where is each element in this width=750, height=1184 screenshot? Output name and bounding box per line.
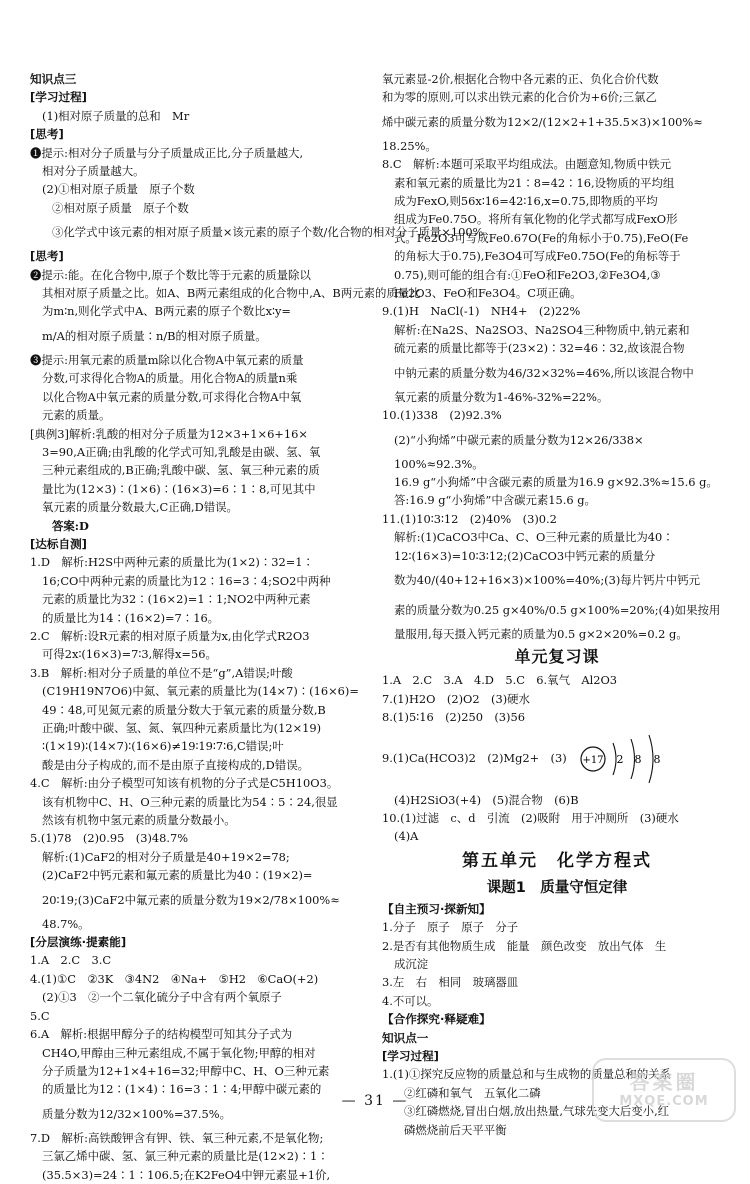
subheading: [思考] [30, 249, 64, 264]
subheading: [思考] [30, 127, 64, 142]
text-line: 答:16.9 g“小狗烯”中含碳元素15.6 g。 [394, 493, 596, 508]
text-line: 解析:在Na2S、Na2SO3、Na2SO4三种物质中,钠元素和 [394, 322, 690, 337]
right-column [382, 70, 732, 1139]
text-line: 5.(1)78 (2)0.95 (3)48.7% [30, 831, 189, 846]
text-line: ③红磷燃烧,冒出白烟,放出热量,气球先变大后变小,红 [404, 1104, 670, 1119]
text-line: 该有机物中C、H、O三种元素的质量比为54∶5∶24,很显 [42, 794, 338, 809]
text-line: 以化合物A中氧元素的质量分数,可求得化合物A中氧 [42, 389, 302, 404]
text-line: 可得2x∶(16×3)=7∶3,解得x=56。 [42, 647, 217, 662]
text-line: 6.A 解析:根据甲醇分子的结构模型可知其分子式为 [30, 1027, 293, 1042]
text-line: 48.7%。 [42, 916, 90, 931]
text-line: 相对分子质量越大。 [42, 164, 145, 179]
text-line: 磷燃烧前后天平平衡 [404, 1122, 507, 1137]
text-line: 3=90,A正确;由乳酸的化学式可知,乳酸是由碳、氢、氧 [42, 444, 321, 459]
text-line: CH4O,甲醇由三种元素组成,不属于氧化物;甲醇的相对 [42, 1045, 316, 1060]
formula-line: 质量分数为12/32×100%=37.5%。 [42, 1106, 232, 1121]
text-line: 的质量比为14∶(16×2)=7∶16。 [42, 610, 220, 625]
text-line: 氧元素显-2价,根据化合物中各元素的正、负化合价代数 [382, 72, 659, 86]
text-line: 1.A 2.C 3.A 4.D 5.C 6.氧气 Al2O3 [382, 673, 618, 688]
text-line: ②红磷和氧气 五氧化二磷 [404, 1085, 541, 1100]
text-line: 酸是由分子构成的,而不是由原子直接构成的,D错误。 [42, 757, 309, 772]
atom-line-text: 9.(1)Ca(HCO3)2 (2)Mg2+ (3) [382, 751, 567, 766]
text-line: (C19H19N7O6)中氮、氧元素的质量比为(14×7)∶(16×6)= [42, 684, 359, 699]
text-line: 7.D 解析:高铁酸钾含有钾、铁、氧三种元素,不是氧化物; [30, 1130, 324, 1145]
text-line: 2.是否有其他物质生成 能量 颜色改变 放出气体 生 [382, 938, 667, 953]
section-heading: 知识点三 [30, 72, 77, 86]
text-line: 3.B 解析:相对分子质量的单位不是“g”,A错误;叶酸 [30, 665, 293, 680]
text-line: 1.(1)①探究反应物的质量总和与生成物的质量总和的关系 [382, 1067, 671, 1082]
text-line: 4.不可以。 [382, 993, 439, 1008]
text-line: (35.5×3)=24∶1∶106.5;在K2FeO4中钾元素显+1价, [42, 1167, 331, 1182]
watermark-logo [592, 1058, 736, 1122]
text-line: 4.(1)①C ②3K ③4N2 ④Na+ ⑤H2 ⑥CaO(+2) [30, 971, 319, 986]
text-line: 1.分子 原子 原子 分子 [382, 920, 519, 935]
text-line: 三氯乙烯中碳、氢、氯三种元素的质量比是(12×2)∶1∶ [42, 1149, 329, 1164]
text-line: ❶提示:相对分子质量与分子质量成正比,分子质量越大, [30, 145, 304, 160]
text-line: (2)①3 ②一个二氧化硫分子中含有两个氧原子 [42, 990, 282, 1005]
atom-structure-line [382, 727, 732, 791]
text-line: 三种元素组成的,B正确;乳酸中碳、氢、氧三种元素的质 [42, 463, 320, 478]
text-line: Fe2O3、FeO和Fe3O4。C项正确。 [394, 286, 582, 301]
text-line: 的角标大于0.75),Fe3O4可写成Fe0.75O(Fe的角标等于 [394, 249, 681, 264]
text-line: 成为FexO,则56x∶16=42∶16,x=0.75,即物质的平均 [394, 194, 658, 209]
text-line: 为m∶n,则化学式中A、B两元素的原子个数比x∶y= [42, 304, 291, 319]
text-line: 元素的质量比为32∶(16×2)=1∶1;NO2中两种元素 [42, 592, 311, 607]
text-line: 正确;叶酸中碳、氢、氮、氧四种元素质量比为(12×19) [42, 721, 322, 735]
section-heading: 知识点一 [382, 1030, 429, 1045]
shell-electrons-1: 2 [616, 752, 624, 766]
text-line: 9.(1)H NaCl(-1) NH4+ (2)22% [382, 304, 581, 319]
text-line: 解析:(1)CaF2的相对分子质量是40+19×2=78; [42, 849, 290, 864]
text-line: 组成为Fe0.75O。将所有氧化物的化学式都写成FexO形 [394, 212, 678, 227]
answer-line: 答案:D [52, 518, 89, 533]
text-line: 成沉淀 [394, 957, 429, 971]
text-line: 氧元素的质量分数最大,C正确,D错误。 [42, 500, 238, 515]
text-line: 1.D 解析:H2S中两种元素的质量比为(1×2)∶32=1∶ [30, 555, 314, 570]
watermark-text: 答案圈 [629, 1070, 699, 1094]
text-line: 7.(1)H2O (2)O2 (3)硬水 [382, 691, 530, 706]
text-line: 10.(1)338 (2)92.3% [382, 408, 502, 423]
text-line: 氧元素的质量分数为1-46%-32%=22%。 [394, 389, 609, 404]
formula-line: ③化学式中该元素的相对原子质量×该元素的原子个数/化合物的相对分子质量×100% [52, 225, 484, 240]
formula-line: 烯中碳元素的质量分数为12×2/(12×2+1+35.5×3)×100%≈ [382, 114, 703, 129]
text-line: 元素的质量。 [42, 408, 111, 423]
text-line: 12∶(16×3)=10∶3∶12;(2)CaCO3中钙元素的质量分 [394, 548, 656, 563]
text-line: 0.75),则可能的组合有:①FeO和Fe2O3,②Fe3O4,③ [394, 267, 661, 282]
text-line: 8.C 解析:本题可采取平均组成法。由题意知,物质中铁元 [382, 157, 672, 172]
shell-electrons-3: 8 [653, 752, 661, 766]
formula-line: 中钠元素的质量分数为46/32×32%=46%,所以该混合物中 [394, 365, 694, 380]
watermark-url: MXQE.COM [619, 1094, 709, 1109]
electron-shell-3 [649, 735, 653, 783]
text-line: 1.A 2.C 3.C [30, 953, 112, 968]
text-line: 解析:(1)CaCO3中Ca、C、O三种元素的质量比为40∶ [394, 530, 674, 545]
text-line: (2)①相对原子质量 原子个数 [42, 182, 195, 197]
formula-line: 数为40/(40+12+16×3)×100%=40%;(3)每片钙片中钙元 [394, 572, 701, 587]
text-line: 的质量比为12∶(1×4)∶16=3∶1∶4;甲醇中碳元素的 [42, 1082, 322, 1097]
subheading: 【合作探究·释疑难】 [382, 1012, 491, 1027]
text-line: 素和氧元素的质量比为21∶8=42∶16,设物质的平均组 [394, 175, 675, 190]
text-line: 量比为(12×3)∶(1×6)∶(16×3)=6∶1∶8,可见其中 [42, 481, 316, 496]
text-line: (4)A [394, 829, 419, 844]
text-line: ❸提示:用氧元素的质量m除以化合物A中氧元素的质量 [30, 352, 304, 367]
text-line: 式。Fe2O3可写成Fe0.67O(Fe的角标小于0.75),FeO(Fe [394, 230, 689, 245]
formula-line: 素的质量分数为0.25 g×40%/0.5 g×100%=20%;(4)如果按用 [394, 602, 721, 617]
shell-electrons-2: 8 [634, 752, 642, 766]
text-line: 量服用,每天摄入钙元素的质量为0.5 g×2×20%=0.2 g。 [394, 626, 688, 641]
text-line: 16;CO中两种元素的质量比为12∶16=3∶4;SO2中两种 [42, 573, 331, 588]
formula-line: 20∶19;(3)CaF2中氟元素的质量分数为19×2/78×100%≈ [42, 892, 340, 907]
chapter-title: 第五单元 化学方程式 [462, 850, 652, 871]
text-line: (2)CaF2中钙元素和氟元素的质量比为40∶(19×2)= [42, 868, 313, 883]
text-line: (1)相对原子质量的总和 Mr [42, 108, 190, 123]
lesson-title: 课题1 质量守恒定律 [486, 879, 628, 896]
subheading: [分层演练·提素能] [30, 935, 127, 950]
subheading: 【自主预习·探新知】 [382, 901, 491, 916]
formula-line: m/A的相对原子质量∶n/B的相对原子质量。 [42, 328, 267, 343]
text-line: 11.(1)10∶3∶12 (2)40% (3)0.2 [382, 511, 557, 526]
text-line: 分数,可求得化合物A的质量。用化合物A的质量n乘 [42, 371, 298, 386]
text-line: ❷提示:能。在化合物中,原子个数比等于元素的质量除以 [30, 267, 311, 282]
text-line: (4)H2SiO3(+4) (5)混合物 (6)B [394, 792, 579, 807]
subheading: [学习过程] [30, 90, 87, 105]
text-line: 其相对原子质量之比。如A、B两元素组成的化合物中,A、B两元素的质量比 [42, 286, 421, 301]
text-line: 10.(1)过滤 c、d 引流 (2)吸附 用于冲厕所 (3)硬水 [382, 810, 679, 825]
text-line: 3.左 右 相同 玻璃器皿 [382, 975, 519, 990]
text-line: 分子质量为12+1×4+16=32;甲醇中C、H、O三种元素 [42, 1063, 330, 1078]
text-line: 5.C [30, 1008, 50, 1023]
text-line: 和为零的原则,可以求出铁元素的化合价为+6价;三氯乙 [382, 90, 657, 105]
text-line: 然该有机物中氢元素的质量分数最小。 [42, 813, 236, 828]
text-line: 硫元素的质量比都等于(23×2)∶32=46∶32,故该混合物 [394, 341, 685, 356]
text-line: 100%≈92.3%。 [394, 456, 484, 471]
text-line: [典例3]解析:乳酸的相对分子质量为12×3+1×6+16× [30, 426, 308, 441]
page-number: — 31 — [341, 1093, 409, 1109]
text-line: 16.9 g“小狗烯”中含碳元素的质量为16.9 g×92.3%≈15.6 g。 [394, 474, 718, 489]
text-line: 2.C 解析:设R元素的相对原子质量为x,由化学式R2O3 [30, 628, 310, 643]
atom-structure-diagram [577, 729, 669, 789]
nucleus-charge: +17 [582, 754, 604, 766]
formula-line: (2)“小狗烯”中碳元素的质量分数为12×26/338× [394, 432, 644, 447]
subheading: [达标自测] [30, 536, 87, 551]
text-line: 4.C 解析:由分子模型可知该有机物的分子式是C5H10O3。 [30, 776, 339, 791]
text-line: 8.(1)5∶16 (2)250 (3)56 [382, 710, 525, 725]
unit-review-title: 单元复习课 [514, 647, 600, 667]
text-line: ∶(1×19)∶(14×7)∶(16×6)≠19∶19∶7∶6,C错误;叶 [42, 739, 284, 754]
text-line: 18.25%。 [382, 138, 437, 153]
subheading: [学习过程] [382, 1049, 439, 1064]
text-line: 49∶48,可见氮元素的质量分数大于氧元素的质量分数,B [42, 702, 326, 717]
text-line: ②相对原子质量 原子个数 [52, 200, 189, 215]
